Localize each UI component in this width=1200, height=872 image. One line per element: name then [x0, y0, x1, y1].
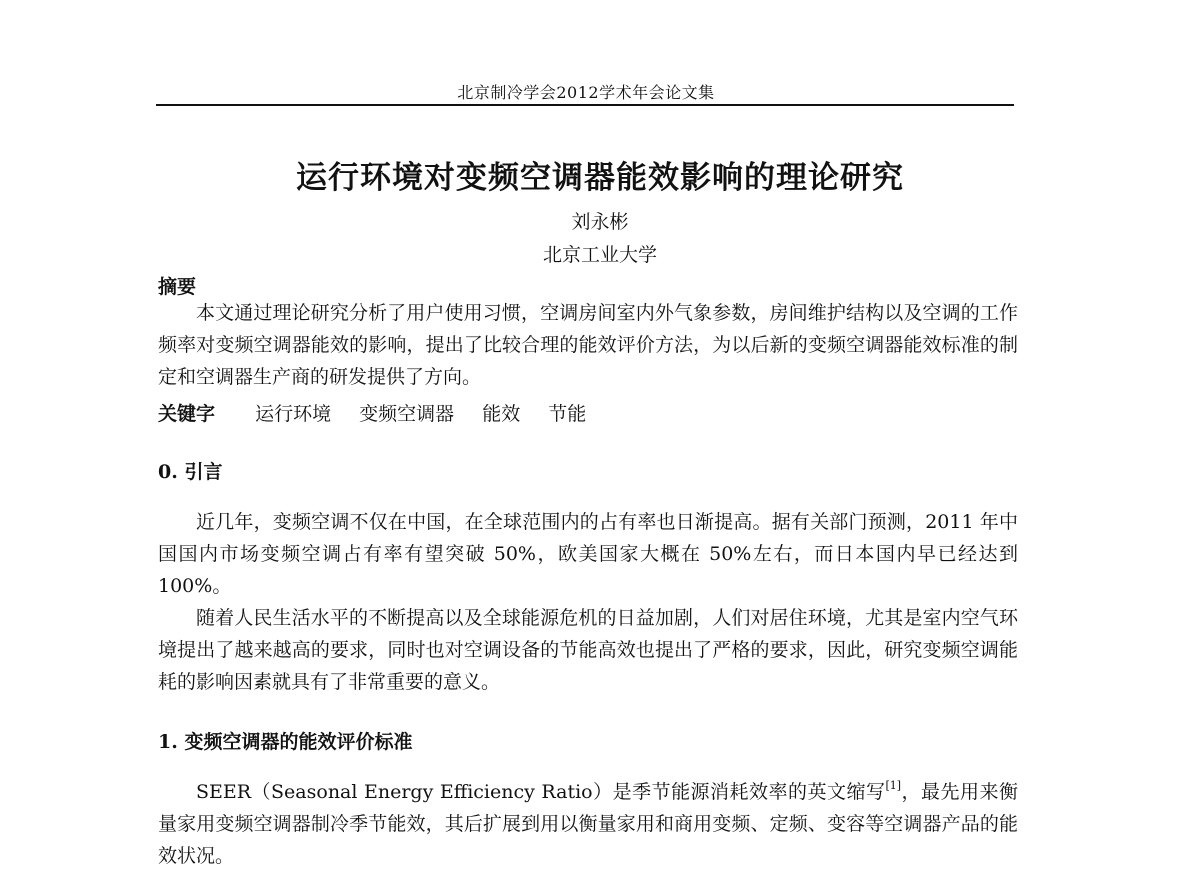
author-affiliation: 北京工业大学 — [542, 244, 657, 266]
abstract-heading: 摘要 — [158, 276, 197, 298]
keyword-item: 变频空调器 — [359, 403, 455, 425]
keywords-label: 关键字 — [158, 403, 216, 425]
running-header: 北京制冷学会2012学术年会论文集 — [457, 83, 715, 102]
keyword-item: 节能 — [548, 403, 587, 425]
keyword-item: 能效 — [482, 403, 521, 425]
section-1-paragraph-1 — [158, 776, 1018, 872]
author-name: 刘永彬 — [571, 211, 629, 233]
section-0-paragraph-1: 近几年，变频空调不仅在中国，在全球范围内的占有率也日渐提高。据有关部门预测，2011 年中国国内市场变频空调占有率有望突破 50%，欧美国家大概在 50%左右，而日本国内早已经达到 100%。 — [158, 511, 1018, 597]
keyword-item: 运行环境 — [255, 403, 332, 425]
section-1-text-a: SEER（Seasonal Energy Efficiency Ratio）是季节能源消耗效率的英文缩写 — [196, 781, 886, 803]
abstract-text: 本文通过理论研究分析了用户使用习惯，空调房间室内外气象参数，房间维护结构以及空调的工作频率对变频空调器能效的影响，提出了比较合理的能效评价方法，为以后新的变频空调器能效标准的制定和空调器生产商的研发提供了方向。 — [158, 302, 1018, 388]
paper-title: 运行环境对变频空调器能效影响的理论研究 — [296, 160, 904, 196]
section-0-heading: 0. 引言 — [158, 461, 223, 483]
header-rule — [156, 104, 1014, 106]
section-1-heading: 1. 变频空调器的能效评价标准 — [158, 731, 413, 753]
keywords-line — [158, 399, 608, 426]
section-0-paragraph-2: 随着人民生活水平的不断提高以及全球能源危机的日益加剧，人们对居住环境，尤其是室内空气环境提出了越来越高的要求，同时也对空调设备的节能高效也提出了严格的要求，因此，研究变频空调能耗的影响因素就具有了非常重要的意义。 — [158, 607, 1018, 693]
citation-ref[interactable]: [1] — [885, 779, 902, 792]
section-1-text-b: ，最先用来衡量家用变频空调器制冷季节能效，其后扩展到用以衡量家用和商用变频、定频、变容等空调器产品的能效状况。 — [158, 781, 1018, 867]
